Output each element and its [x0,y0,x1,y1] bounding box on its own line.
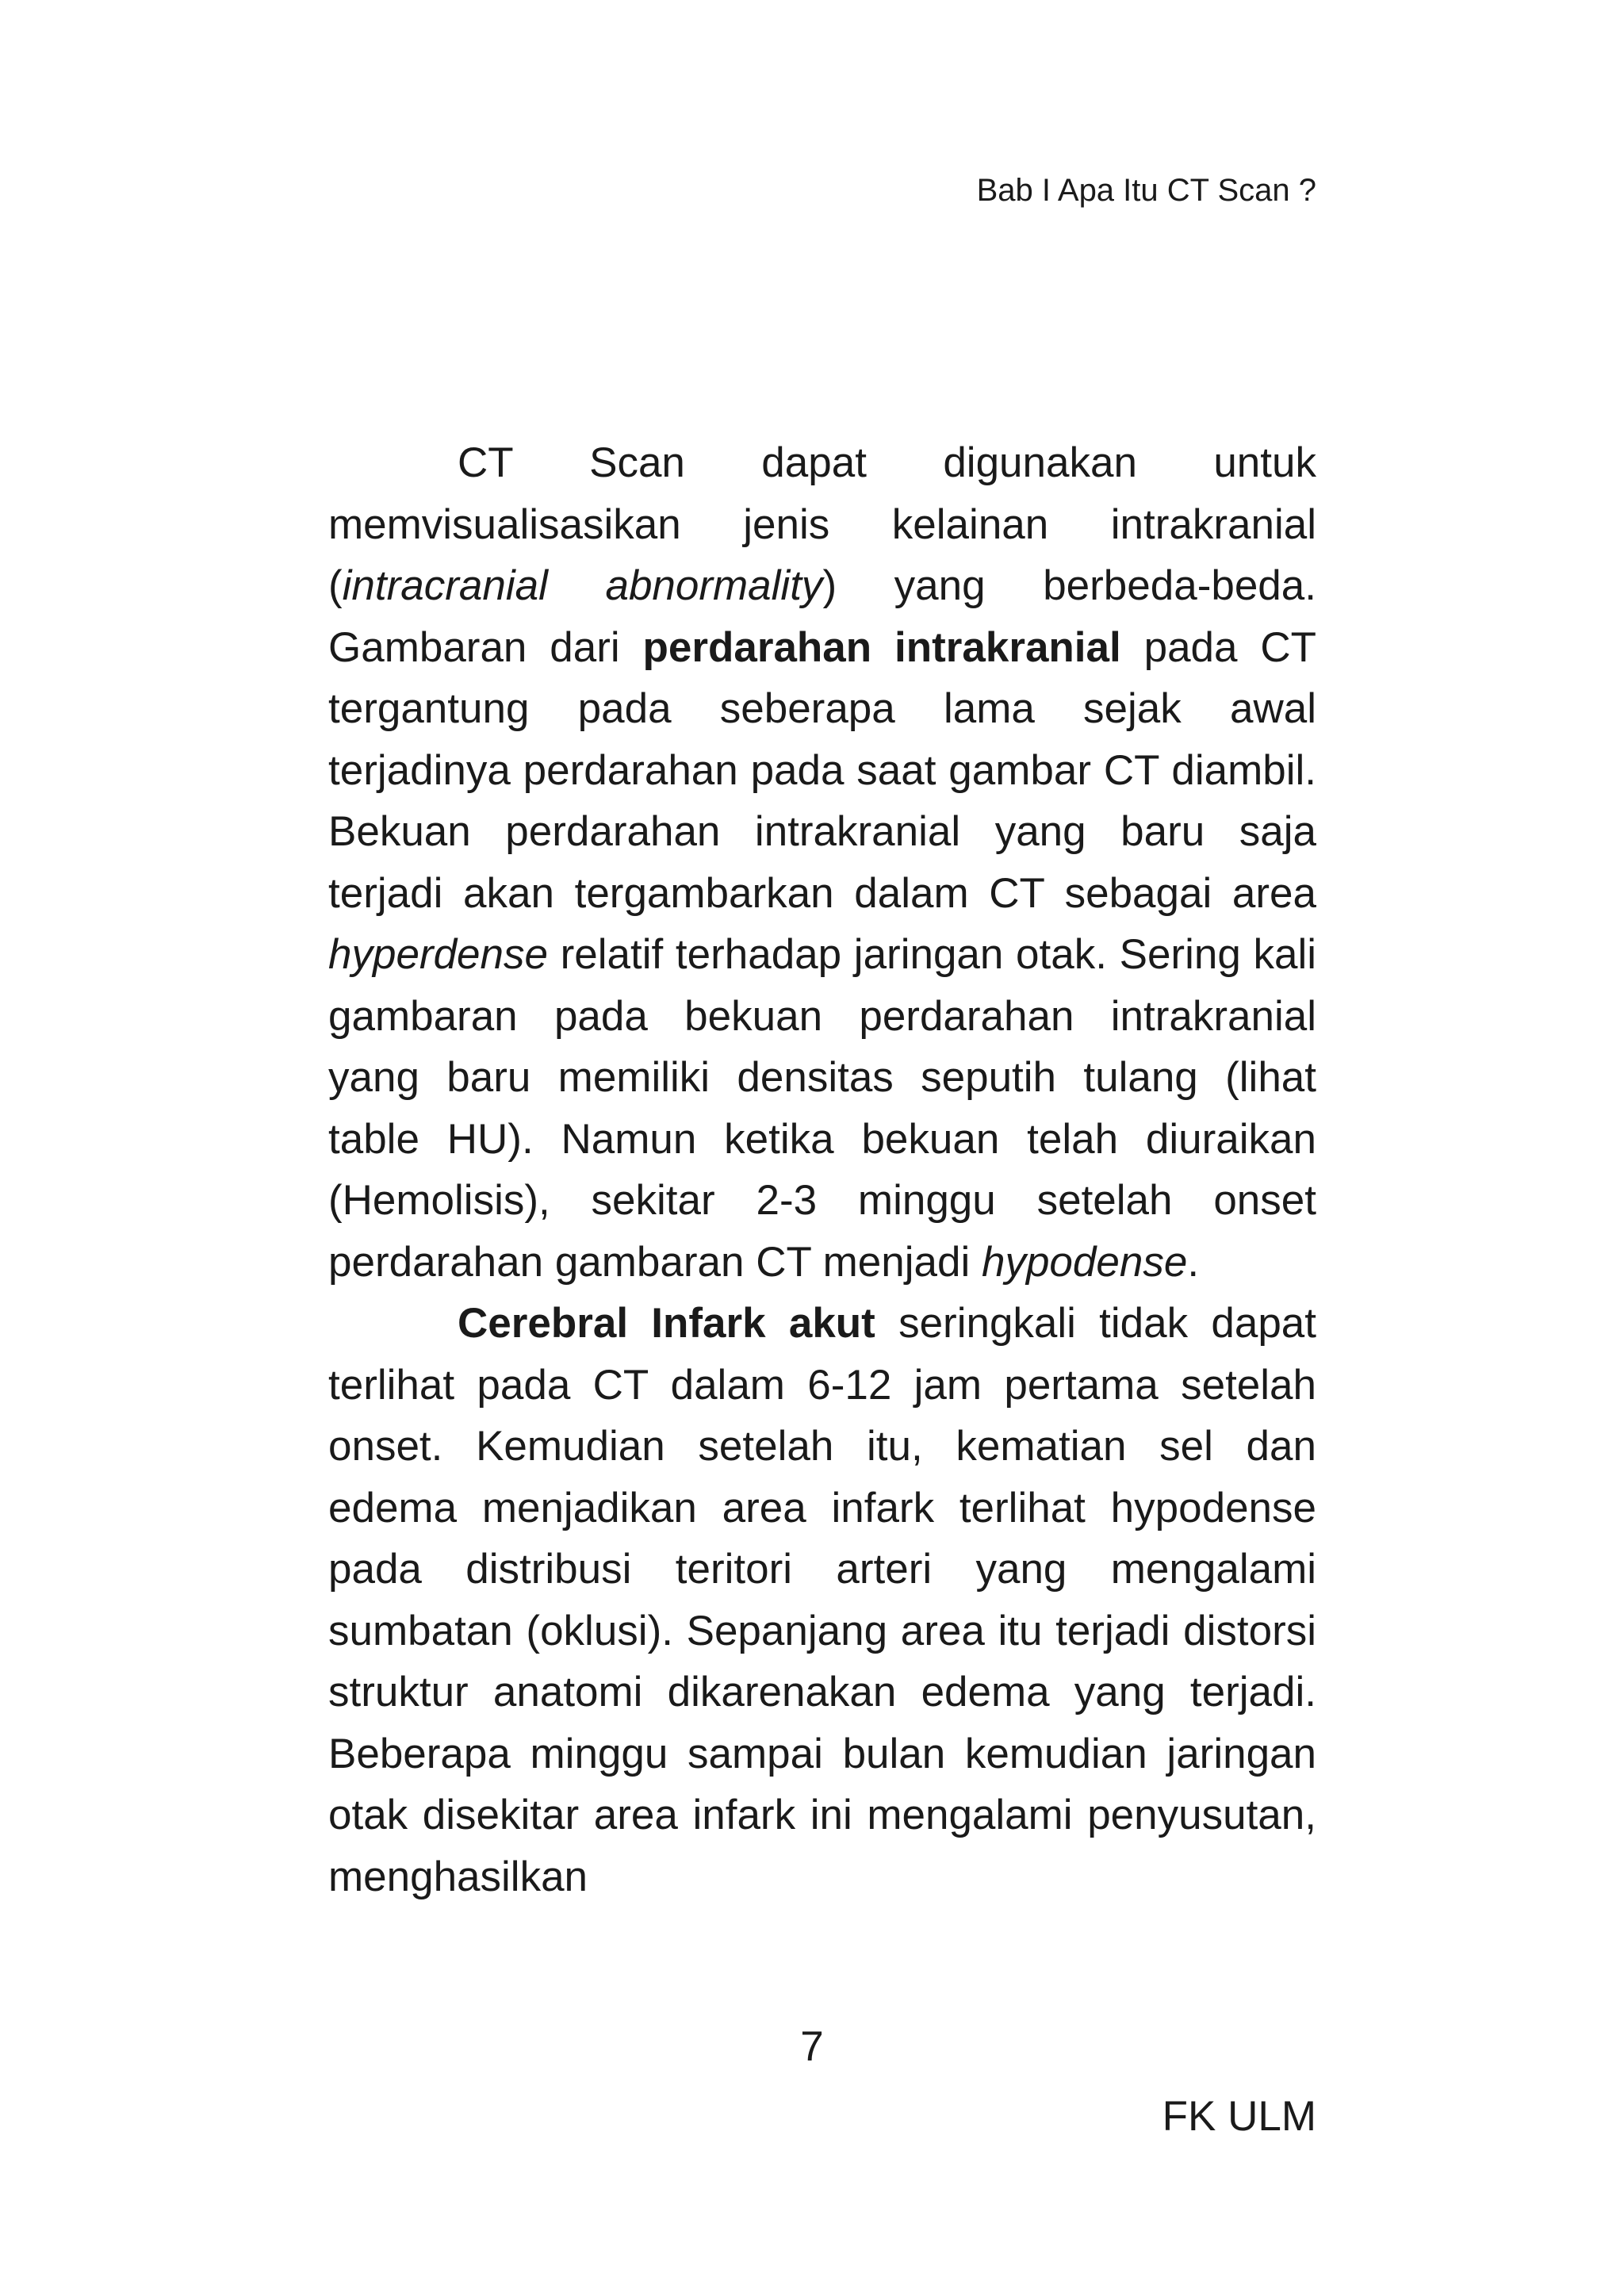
page-number: 7 [800,2023,824,2070]
paragraph-1-text-2: ) yang berbeda-beda. Gambaran dari [328,562,1316,671]
paragraph-1-text-3: pada CT tergantung pada seberapa lama sejak awal terjadinya perdarahan pada saat gambar CT diambil. Bekuan perdarahan intrakranial yang baru saja terjadi akan tergambarkan dalam CT sebagai area [328,623,1317,917]
paragraph-1-text-5: . [1187,1238,1200,1286]
paragraph-2-bold-1: Cerebral Infark akut [458,1300,875,1347]
running-header: Bab I Apa Itu CT Scan ? [976,173,1316,208]
paragraph-2-text-1: seringkali tidak dapat terlihat pada CT dalam 6-12 jam pertama setelah onset. Kemudian setelah itu, kematian sel dan edema menjadikan area infark terlihat hypodense pada distribusi teritori arteri yang mengalami sumbatan (oklusi). Sepanjang area itu terjadi distorsi struktur anatomi dikarenakan edema yang terjadi. Beberapa minggu sampai bulan kemudian jaringan otak disekitar area infark ini mengalami penyusutan, menghasilkan [328,1300,1316,1900]
paragraph-1-italic-3: hypodense [981,1238,1188,1286]
paragraph-1-italic-2: hyperdense [328,931,548,978]
paragraph-1-text-1: CT Scan dapat digunakan untuk memvisualisasikan jenis kelainan intrakranial ( [328,439,1316,609]
footer-organization: FK ULM [1162,2093,1316,2140]
paragraph-2 [328,1293,1316,1907]
paragraph-1-text-4: relatif terhadap jaringan otak. Sering kali gambaran pada bekuan perdarahan intrakranial yang baru memiliki densitas seputih tulang (lihat table HU). Namun ketika bekuan telah diuraikan (Hemolisis), sekitar 2-3 minggu setelah onset perdarahan gambaran CT menjadi [328,931,1316,1286]
paragraph-1-italic-1: intracranial abnormality [342,562,823,609]
paragraph-1 [328,432,1316,1293]
body-text [328,432,1316,1907]
paragraph-1-bold-1: perdarahan intrakranial [642,623,1121,671]
